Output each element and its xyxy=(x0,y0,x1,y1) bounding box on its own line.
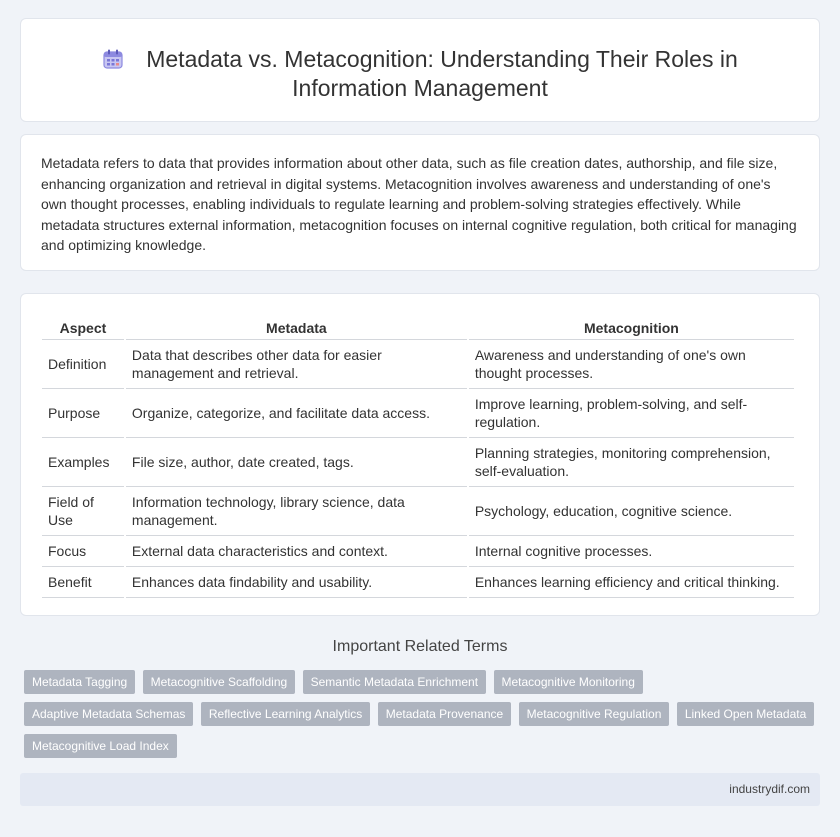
table-row xyxy=(42,487,794,536)
metadata-cell: Enhances data findability and usability. xyxy=(126,567,467,598)
comparison-table xyxy=(40,310,796,598)
tag-metacognitive-regulation[interactable]: Metacognitive Regulation xyxy=(519,702,670,726)
table-row xyxy=(42,536,794,567)
metacognition-cell: Awareness and understanding of one's own thought processes. xyxy=(469,340,794,389)
aspect-cell: Focus xyxy=(42,536,124,567)
tag-linked-open-metadata[interactable]: Linked Open Metadata xyxy=(677,702,814,726)
table-header-row xyxy=(42,310,794,340)
intro-paragraph: Metadata refers to data that provides information about other data, such as file creation dates, authorship, and file size, enhancing organization and retrieval in digital systems. Metacognition involves awareness and understanding of one's own thought processes, enabling individuals to regulate learning and problem-solving strategies effectively. While metadata structures external information, metacognition focuses on internal cognitive regulation, both critical for managing and optimizing knowledge. xyxy=(41,155,797,253)
intro-card xyxy=(20,134,820,271)
metadata-cell: Data that describes other data for easier management and retrieval. xyxy=(126,340,467,389)
aspect-cell: Definition xyxy=(42,340,124,389)
metacognition-cell: Enhances learning efficiency and critical thinking. xyxy=(469,567,794,598)
page-title-text: Metadata vs. Metacognition: Understanding Their Roles in Information Management xyxy=(146,46,738,101)
related-terms-title: Important Related Terms xyxy=(332,638,508,655)
aspect-cell: Benefit xyxy=(42,567,124,598)
footer-site-link[interactable]: industrydif.com xyxy=(729,782,810,796)
calendar-icon xyxy=(102,48,124,70)
table-row xyxy=(42,389,794,438)
metacognition-cell: Improve learning, problem-solving, and self-regulation. xyxy=(469,389,794,438)
metadata-cell: File size, author, date created, tags. xyxy=(126,438,467,487)
footer xyxy=(20,773,820,806)
metacognition-cell: Psychology, education, cognitive science. xyxy=(469,487,794,536)
metadata-cell: Information technology, library science, data management. xyxy=(126,487,467,536)
metacognition-cell: Internal cognitive processes. xyxy=(469,536,794,567)
aspect-cell: Field of Use xyxy=(42,487,124,536)
aspect-cell: Examples xyxy=(42,438,124,487)
tag-metadata-provenance[interactable]: Metadata Provenance xyxy=(378,702,511,726)
tag-semantic-metadata-enrichment[interactable]: Semantic Metadata Enrichment xyxy=(303,670,486,694)
aspect-cell: Purpose xyxy=(42,389,124,438)
tag-reflective-learning-analytics[interactable]: Reflective Learning Analytics xyxy=(201,702,370,726)
metacognition-cell: Planning strategies, monitoring comprehension, self-evaluation. xyxy=(469,438,794,487)
related-terms-tags xyxy=(24,670,824,766)
table-row xyxy=(42,438,794,487)
tag-adaptive-metadata-schemas[interactable]: Adaptive Metadata Schemas xyxy=(24,702,193,726)
title-card xyxy=(20,18,820,122)
metadata-cell: External data characteristics and context. xyxy=(126,536,467,567)
tag-metadata-tagging[interactable]: Metadata Tagging xyxy=(24,670,135,694)
table-row xyxy=(42,567,794,598)
header-metadata: Metadata xyxy=(126,310,467,340)
page-title xyxy=(21,19,819,103)
tag-metacognitive-monitoring[interactable]: Metacognitive Monitoring xyxy=(494,670,643,694)
tag-metacognitive-scaffolding[interactable]: Metacognitive Scaffolding xyxy=(143,670,296,694)
metadata-cell: Organize, categorize, and facilitate data access. xyxy=(126,389,467,438)
header-metacognition: Metacognition xyxy=(469,310,794,340)
header-aspect: Aspect xyxy=(42,310,124,340)
table-row xyxy=(42,340,794,389)
comparison-table-card xyxy=(20,293,820,616)
tag-metacognitive-load-index[interactable]: Metacognitive Load Index xyxy=(24,734,177,758)
